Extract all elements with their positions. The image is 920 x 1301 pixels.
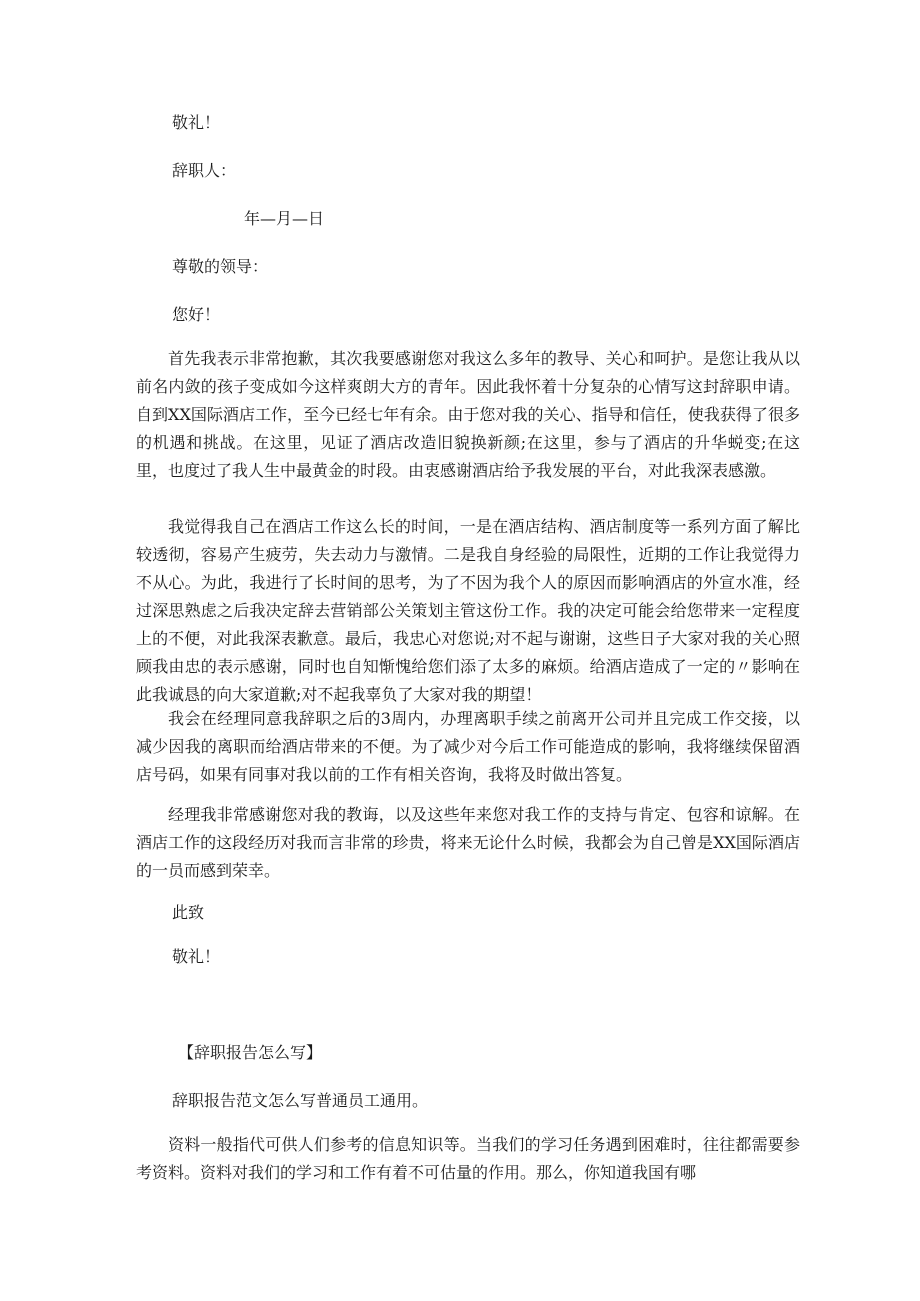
section-paragraph: 资料一般指代可供人们参考的信息知识等。当我们的学习任务遇到困难时，往往都需要参考资料。资料对我们的学习和工作有着不可估量的作用。那么，你知道我国有哪 [136,1135,800,1182]
body-paragraph-4: 经理我非常感谢您对我的教诲，以及这些年来您对我工作的支持与肯定、包容和谅解。在酒店工作的这段经历对我而言非常的珍贵，将来无论什么时候，我都会为自己曾是XX国际酒店的一员而感到荣幸。 [136,805,800,880]
closing-salute-top: 敬礼！ [172,113,221,132]
salutation: 尊敬的领导： [172,257,269,276]
signer-label: 辞职人： [172,161,237,180]
body-paragraph-3: 我会在经理同意我辞职之后的3周内，办理离职手续之前离开公司并且完成工作交接，以减少因我的离职而给酒店带来的不便。为了减少对今后工作可能造成的影响，我将继续保留酒店号码，如果有同事对我以前的工作有相关咨询，我将及时做出答复。 [136,709,800,784]
greeting: 您好！ [172,305,221,324]
body-paragraph-1: 首先我表示非常抱歉，其次我要感谢您对我这么多年的教导、关心和呵护。是您让我从以前名内敛的孩子变成如今这样爽朗大方的青年。因此我怀着十分复杂的心情写这封辞职申请。自到XX国际酒店工作，至今已经七年有余。由于您对我的关心、指导和信任，使我获得了很多的机遇和挑战。在这里，见证了酒店改造旧貌换新颜;在这里，参与了酒店的升华蜕变;在这里，也度过了我人生中最黄金的时段。由衷感谢酒店给予我发展的平台，对此我深表感激。 [136,349,800,480]
closing-line-1: 此致 [172,903,205,922]
section-subtitle: 辞职报告范文怎么写普通员工通用。 [172,1091,429,1110]
section-heading: 【辞职报告怎么写】 [178,1043,323,1062]
date-line: 年—月—日 [244,209,325,228]
body-paragraph-2: 我觉得我自己在酒店工作这么长的时间，一是在酒店结构、酒店制度等一系列方面了解比较透彻，容易产生疲劳，失去动力与激情。二是我自身经验的局限性，近期的工作让我觉得力不从心。为此，我进行了长时间的思考，为了不因为我个人的原因而影响酒店的外宣水准，经过深思熟虑之后我决定辞去营销部公关策划主管这份工作。我的决定可能会给您带来一定程度上的不便，对此我深表歉意。最后，我忠心对您说;对不起与谢谢，这些日子大家对我的关心照顾我由忠的表示感谢，同时也自知惭愧给您们添了太多的麻烦。给酒店造成了一定的〃影响在此我诚恳的向大家道歉;对不起我辜负了大家对我的期望！ [136,517,800,704]
closing-line-2: 敬礼！ [172,947,221,966]
